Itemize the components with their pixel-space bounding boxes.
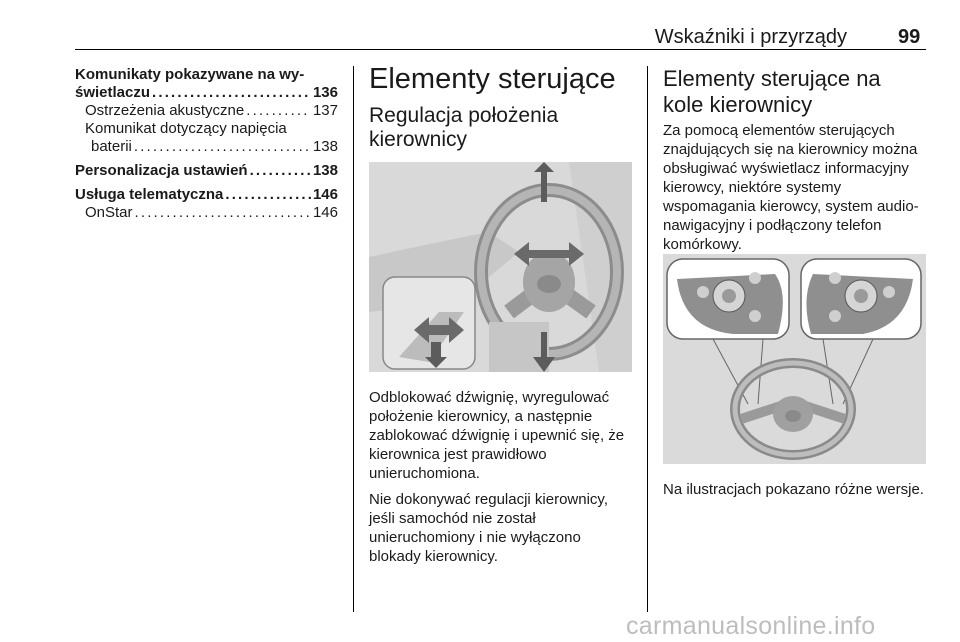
- toc-entry[interactable]: [75, 120, 338, 138]
- toc-entry[interactable]: [75, 186, 338, 204]
- right-column-text: [663, 480, 926, 499]
- toc-entry-page: 136: [312, 84, 338, 101]
- toc-entry-label: Ostrzeżenia akustyczne: [85, 102, 245, 119]
- toc-entry-label: OnStar: [85, 204, 133, 221]
- toc-entry[interactable]: [75, 204, 338, 222]
- page-header-title: Wskaźniki i przyrządy: [654, 26, 847, 48]
- steering-controls-illustration: [663, 254, 926, 464]
- paragraph: Odblokować dźwignię, wyregulować położenie kierownicy, a następnie zablokować dźwignię i upewnić się, że kierownica jest prawidłowo unieruchomiona.: [369, 389, 625, 482]
- header-rule: [75, 49, 926, 50]
- toc-entry-page: 146: [312, 186, 338, 203]
- column-divider-right: [647, 66, 648, 612]
- toc-entry[interactable]: [75, 102, 338, 120]
- right-column: [663, 66, 926, 254]
- watermark: carmanualsonline.info: [626, 612, 876, 640]
- paragraph: Nie dokonywać regulacji kierownicy, jeśli samochód nie został unieruchomiony i nie wyłączono blokady kierownicy.: [369, 491, 608, 565]
- paragraph: Na ilustracjach pokazano różne wersje.: [663, 481, 924, 498]
- toc-entry-page: 138: [312, 162, 338, 179]
- middle-column: [369, 62, 633, 152]
- section-title: Elementy sterujące: [369, 63, 616, 95]
- toc-entry-label: Usługa telematyczna: [75, 186, 224, 203]
- toc-entry-label: świetlaczu: [75, 84, 151, 101]
- toc-entry-page: 146: [312, 204, 338, 221]
- section-title: Elementy sterujące na kole kierownicy: [663, 66, 881, 117]
- toc-entry[interactable]: [75, 84, 338, 102]
- subsection-title: Regulacja położenia kierownicy: [369, 104, 559, 151]
- toc-entry-label: baterii: [91, 138, 132, 155]
- toc-entry-page: 137: [312, 102, 338, 119]
- toc-entry-label: Komunikaty pokazywane na wy-: [75, 66, 305, 83]
- steering-adjustment-illustration: [369, 162, 632, 372]
- toc-entry[interactable]: [75, 162, 338, 180]
- table-of-contents: [75, 66, 338, 222]
- page-number: 99: [898, 26, 921, 48]
- toc-entry-label: Komunikat dotyczący napięcia: [85, 120, 287, 137]
- column-divider-left: [353, 66, 354, 612]
- toc-entry-label: Personalizacja ustawień: [75, 162, 248, 179]
- toc-entry[interactable]: [75, 66, 338, 84]
- paragraph: Za pomocą elementów sterujących znajdujących się na kierownicy można obsługiwać wyświetlacz informacyjny kierowcy, niektóre systemy wspomagania kierowcy, system audio-nawigacyjny i podłączony telefon komórkowy.: [663, 122, 919, 253]
- toc-entry-page: 138: [312, 138, 338, 155]
- toc-entry[interactable]: [75, 138, 338, 156]
- middle-column-text: [369, 388, 633, 566]
